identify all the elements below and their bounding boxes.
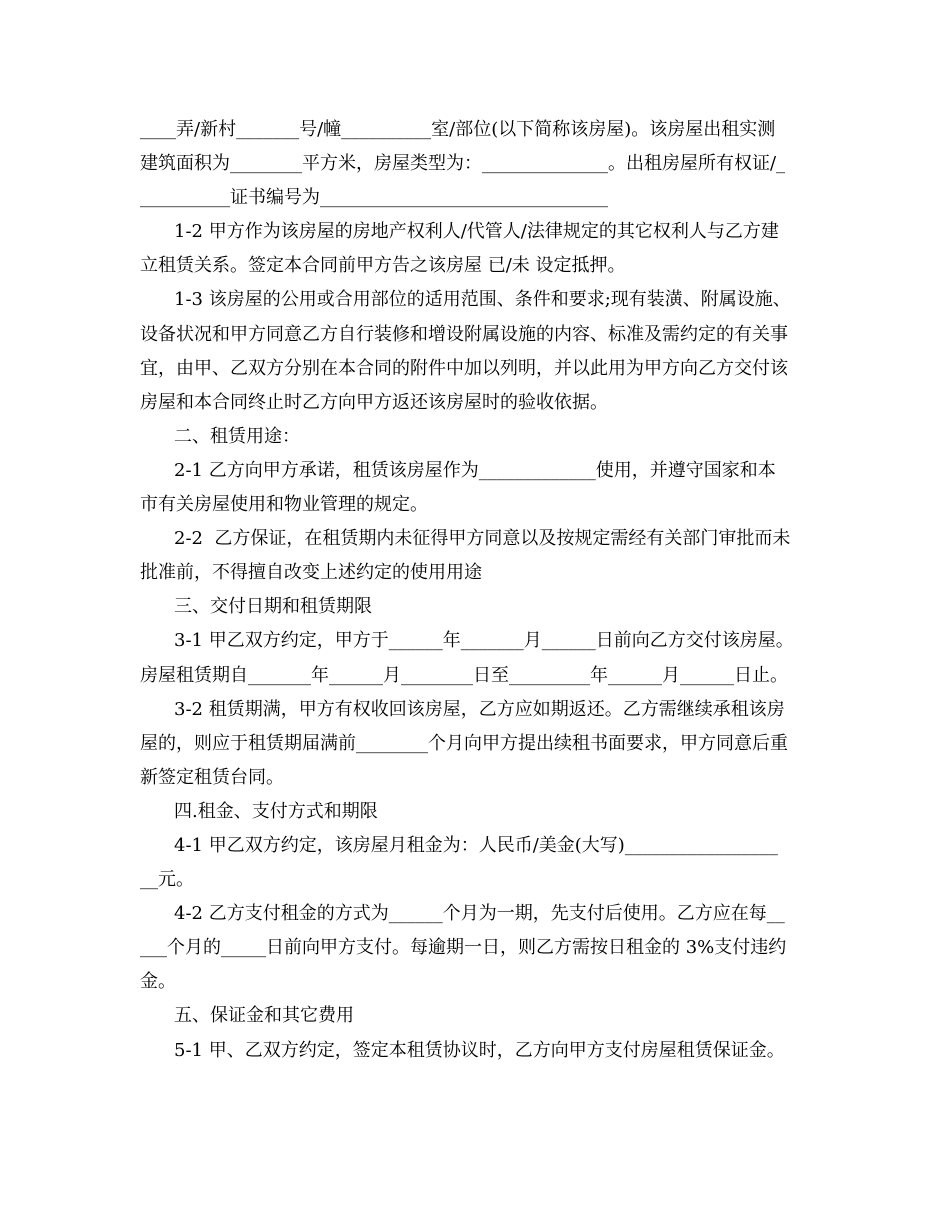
section-heading-2: 二、租赁用途： [174,425,300,447]
clause-3-1: 3-1 甲乙双方约定，甲方于______年_______月______日前向乙方交付该房屋。 [174,630,794,652]
text-line: __元。 [140,869,194,891]
clause-4-1: 4-1 甲乙双方约定，该房屋月租金为：人民币/美金(大写)_________________ [174,834,778,856]
text-line: 房屋租赁期自_______年______月________日至_________年______月______日止。 [140,664,788,686]
text-line: 批准前，不得擅自改变上述约定的使用用途 [140,562,482,584]
text-line: 房屋和本合同终止时乙方向甲方返还该房屋时的验收依据。 [140,391,608,413]
section-heading-4: 四.租金、支付方式和期限 [174,800,378,822]
contract-body [140,113,820,1068]
text-line: ___个月的_____日前向甲方支付。每逾期一日，则乙方需按日租金的 3%支付违约 [140,937,787,959]
text-line: 立租赁关系。签定本合同前甲方告之该房屋 已/未 设定抵押。 [140,255,626,277]
clause-3-2: 3-2 租赁期满，甲方有权收回该房屋，乙方应如期返还。乙方需继续承租该房 [174,698,785,720]
text-line: 金。 [140,971,176,993]
clause-1-2: 1-2 甲方作为该房屋的房地产权利人/代管人/法律规定的其它权利人与乙方建 [174,221,779,243]
text-line: 宜，由甲、乙双方分别在本合同的附件中加以列明，并以此用为甲方向乙方交付该 [140,357,788,379]
text-line: 市有关房屋使用和物业管理的规定。 [140,494,428,516]
text-line: __________证书编号为________________________________ [140,187,608,209]
section-heading-5: 五、保证金和其它费用 [174,1005,354,1027]
clause-2-1: 2-1 乙方向甲方承诺，租赁该房屋作为_____________使用，并遵守国家和本 [174,459,776,481]
text-line: 建筑面积为________平方米，房屋类型为：______________。出租房屋所有权证/_ [140,153,786,175]
text-line: 设备状况和甲方同意乙方自行装修和增设附属设施的内容、标准及需约定的有关事 [140,323,788,345]
clause-5-1: 5-1 甲、乙双方约定，签定本租赁协议时，乙方向甲方支付房屋租赁保证金。 [174,1039,785,1061]
text-line: ____弄/新村_______号/幢__________室/部位(以下简称该房屋)。该房屋出租实测 [140,119,776,140]
section-heading-3: 三、交付日期和租赁期限 [174,596,372,618]
clause-1-3: 1-3 该房屋的公用或合用部位的适用范围、条件和要求;现有装潢、附属设施、 [174,289,791,311]
text-line: 新签定租赁台同。 [140,766,284,788]
clause-4-2: 4-2 乙方支付租金的方式为______个月为一期，先支付后使用。乙方应在每__ [174,903,785,925]
clause-2-2: 2-2 乙方保证，在租赁期内未征得甲方同意以及按规定需经有关部门审批而未 [174,528,791,550]
text-line: 屋的，则应于租赁期届满前________个月向甲方提出续租书面要求，甲方同意后重 [140,732,788,754]
